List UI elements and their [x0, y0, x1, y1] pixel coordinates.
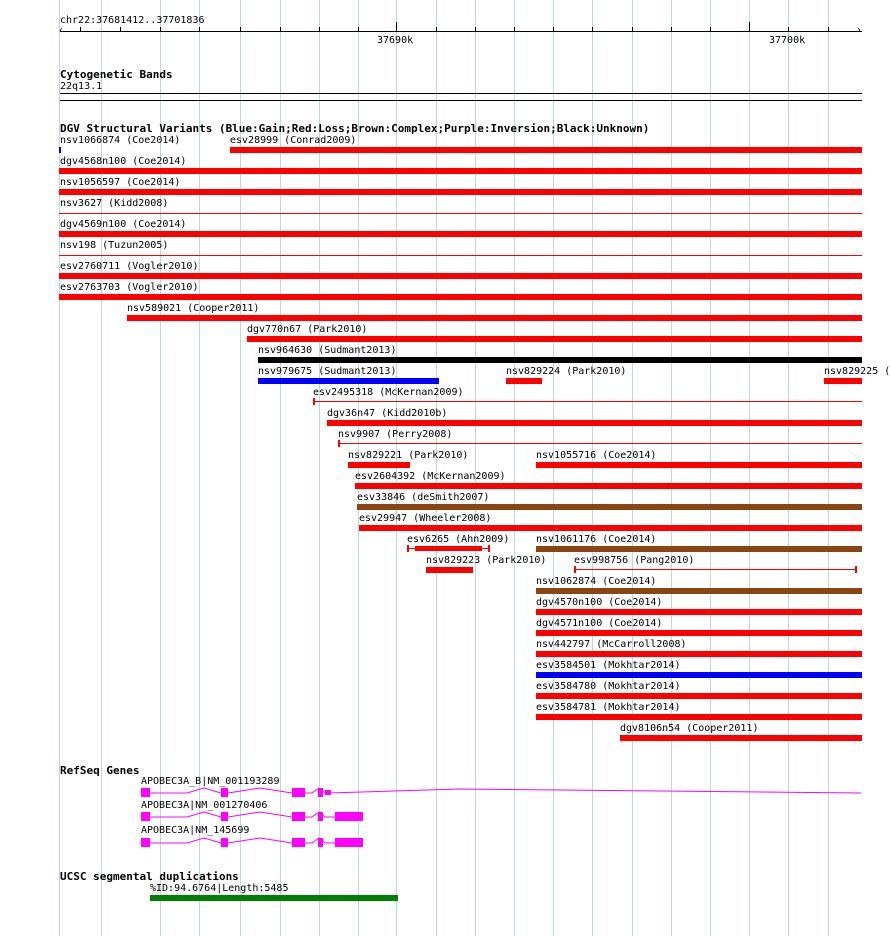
- ruler-arrow-right: ›: [856, 25, 863, 36]
- variant-label: nsv442797 (McCarroll2008): [536, 639, 687, 650]
- ruler-tick-label: 37700k: [769, 35, 806, 46]
- exon: [141, 838, 150, 847]
- variant-label: esv29947 (Wheeler2008): [359, 513, 492, 524]
- variant-label: dgv8106n54 (Cooper2011): [620, 723, 759, 734]
- variant-label: esv3584501 (Mokhtar2014): [536, 660, 681, 671]
- variant-label: nsv589021 (Cooper2011): [127, 303, 260, 314]
- exon: [292, 788, 305, 797]
- variant-label: esv2760711 (Vogler2010): [60, 261, 199, 272]
- gene-APOBEC3A-B: [141, 788, 861, 797]
- exon: [318, 788, 323, 797]
- cyto-band-label: 22q13.1: [60, 81, 103, 92]
- exon: [325, 790, 331, 795]
- variant-label: nsv3627 (Kidd2008): [60, 198, 169, 209]
- exon: [318, 838, 323, 847]
- variant-label: dgv4570n100 (Coe2014): [536, 597, 663, 608]
- variant-label: esv33846 (deSmith2007): [357, 492, 490, 503]
- exon: [141, 812, 150, 821]
- variant-label: nsv198 (Tuzun2005): [60, 240, 169, 251]
- variant-label: esv998756 (Pang2010): [574, 555, 695, 566]
- variant-label: nsv829224 (Park2010): [506, 366, 627, 377]
- exon: [221, 838, 228, 847]
- exon: [292, 838, 305, 847]
- variant-label: nsv829225 (: [824, 366, 890, 377]
- variant-label: esv6265 (Ahn2009): [407, 534, 510, 545]
- variant-label: esv3584781 (Mokhtar2014): [536, 702, 681, 713]
- gene-APOBEC3A-1: [141, 812, 363, 821]
- track-title: UCSC segmental duplications: [60, 870, 239, 883]
- variant-label: nsv1055716 (Coe2014): [536, 450, 657, 461]
- track-title: RefSeq Genes: [60, 764, 140, 777]
- exon: [335, 838, 363, 847]
- variant-label: esv2604392 (McKernan2009): [355, 471, 506, 482]
- exon: [335, 812, 363, 821]
- exon: [318, 812, 323, 821]
- track-title: DGV Structural Variants (Blue:Gain;Red:Loss;Brown:Complex;Purple:Inversion;Black:Unknown): [60, 122, 650, 135]
- track-title: Cytogenetic Bands: [60, 68, 173, 81]
- variant-label: nsv829223 (Park2010): [426, 555, 547, 566]
- variant-label: nsv9907 (Perry2008): [338, 429, 453, 440]
- exon: [292, 812, 305, 821]
- variant-label: nsv829221 (Park2010): [348, 450, 469, 461]
- variant-label: esv28999 (Conrad2009): [230, 135, 357, 146]
- gene-label: APOBEC3A|NM_001270406: [141, 800, 268, 811]
- segdup-label: %ID:94.6764|Length:5485: [150, 883, 289, 894]
- exon: [221, 812, 228, 821]
- variant-label: nsv1061176 (Coe2014): [536, 534, 657, 545]
- variant-label: nsv1056597 (Coe2014): [60, 177, 181, 188]
- exon: [221, 788, 228, 797]
- variant-label: dgv36n47 (Kidd2010b): [327, 408, 448, 419]
- gene-APOBEC3A-2: [141, 838, 363, 847]
- region-label: chr22:37681412..37701836: [60, 15, 205, 26]
- variant-label: esv2495318 (McKernan2009): [313, 387, 464, 398]
- variant-label: dgv4569n100 (Coe2014): [60, 219, 187, 230]
- variant-label: nsv1066874 (Coe2014): [60, 135, 181, 146]
- ruler-arrow-left: ‹: [58, 25, 65, 36]
- ruler-tick-label: 37690k: [377, 35, 414, 46]
- gene-label: APOBEC3A_B|NM_001193289: [141, 776, 280, 787]
- variant-label: dgv4568n100 (Coe2014): [60, 156, 187, 167]
- variant-label: esv2763703 (Vogler2010): [60, 282, 199, 293]
- variant-label: nsv979675 (Sudmant2013): [258, 366, 397, 377]
- gene-label: APOBEC3A|NM_145699: [141, 825, 250, 836]
- variant-label: esv3584780 (Mokhtar2014): [536, 681, 681, 692]
- variant-label: dgv4571n100 (Coe2014): [536, 618, 663, 629]
- variant-label: nsv964630 (Sudmant2013): [258, 345, 397, 356]
- variant-label: nsv1062874 (Coe2014): [536, 576, 657, 587]
- exon: [141, 788, 150, 797]
- segdup-bar[interactable]: [150, 895, 398, 901]
- variant-label: dgv770n67 (Park2010): [247, 324, 368, 335]
